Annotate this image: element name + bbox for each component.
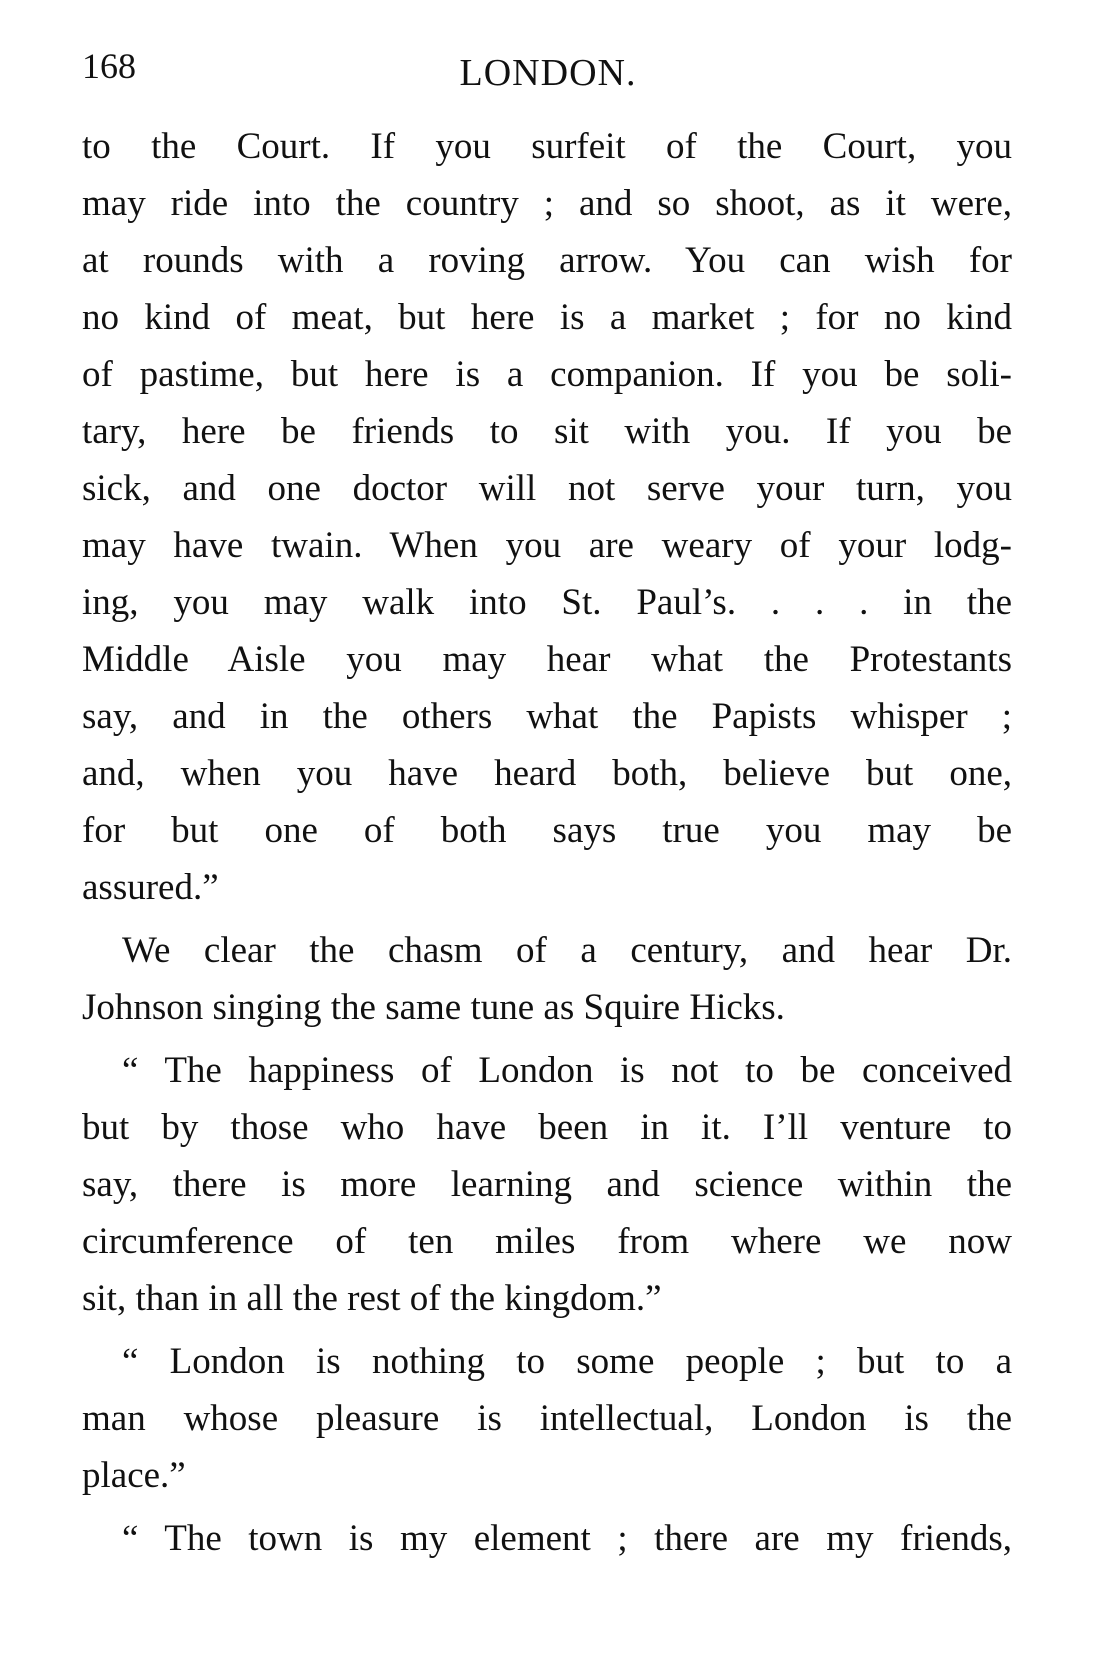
- text-line: no kind of meat, but here is a market ; for no kind: [82, 297, 1012, 338]
- paragraph-element-quote: [82, 1510, 1012, 1567]
- text-line: tary, here be friends to sit with you. If you be: [82, 411, 1012, 452]
- text-line: place.”: [82, 1455, 186, 1496]
- text-line: “ The happiness of London is not to be conceived: [122, 1050, 1012, 1091]
- paragraph-happiness-quote: [82, 1042, 1012, 1327]
- text-line: “ The town is my element ; there are my friends,: [122, 1518, 1012, 1559]
- text-line: sit, than in all the rest of the kingdom.”: [82, 1278, 662, 1319]
- text-line: assured.”: [82, 867, 219, 908]
- text-line: of pastime, but here is a companion. If you be soli-: [82, 354, 1012, 395]
- text-line: ing, you may walk into St. Paul’s. . . . in the: [82, 582, 1012, 623]
- text-line: for but one of both says true you may be: [82, 810, 1012, 851]
- text-line: “ London is nothing to some people ; but to a: [122, 1341, 1012, 1382]
- text-line: Johnson singing the same tune as Squire Hicks.: [82, 987, 785, 1028]
- text-line: to the Court. If you surfeit of the Court, you: [82, 126, 1012, 167]
- paragraph-johnson-intro: [82, 922, 1012, 1036]
- text-line: We clear the chasm of a century, and hear Dr.: [122, 930, 1012, 971]
- text-line: and, when you have heard both, believe but one,: [82, 753, 1012, 794]
- text-line: may ride into the country ; and so shoot, as it were,: [82, 183, 1012, 224]
- page-number: 168: [82, 46, 136, 86]
- text-line: Middle Aisle you may hear what the Protestants: [82, 639, 1012, 680]
- body-text: [82, 118, 1012, 1567]
- text-line: say, there is more learning and science within the: [82, 1164, 1012, 1205]
- text-line: but by those who have been in it. I’ll venture to: [82, 1107, 1012, 1148]
- text-line: circumference of ten miles from where we now: [82, 1221, 1012, 1262]
- running-title: LONDON.: [459, 52, 637, 94]
- text-line: at rounds with a roving arrow. You can wish for: [82, 240, 1012, 281]
- text-line: say, and in the others what the Papists whisper ;: [82, 696, 1012, 737]
- text-line: may have twain. When you are weary of your lodg-: [82, 525, 1012, 566]
- text-line: sick, and one doctor will not serve your turn, you: [82, 468, 1012, 509]
- text-line: man whose pleasure is intellectual, London is the: [82, 1398, 1012, 1439]
- paragraph-continued-quote: [82, 118, 1012, 916]
- paragraph-intellectual-quote: [82, 1333, 1012, 1504]
